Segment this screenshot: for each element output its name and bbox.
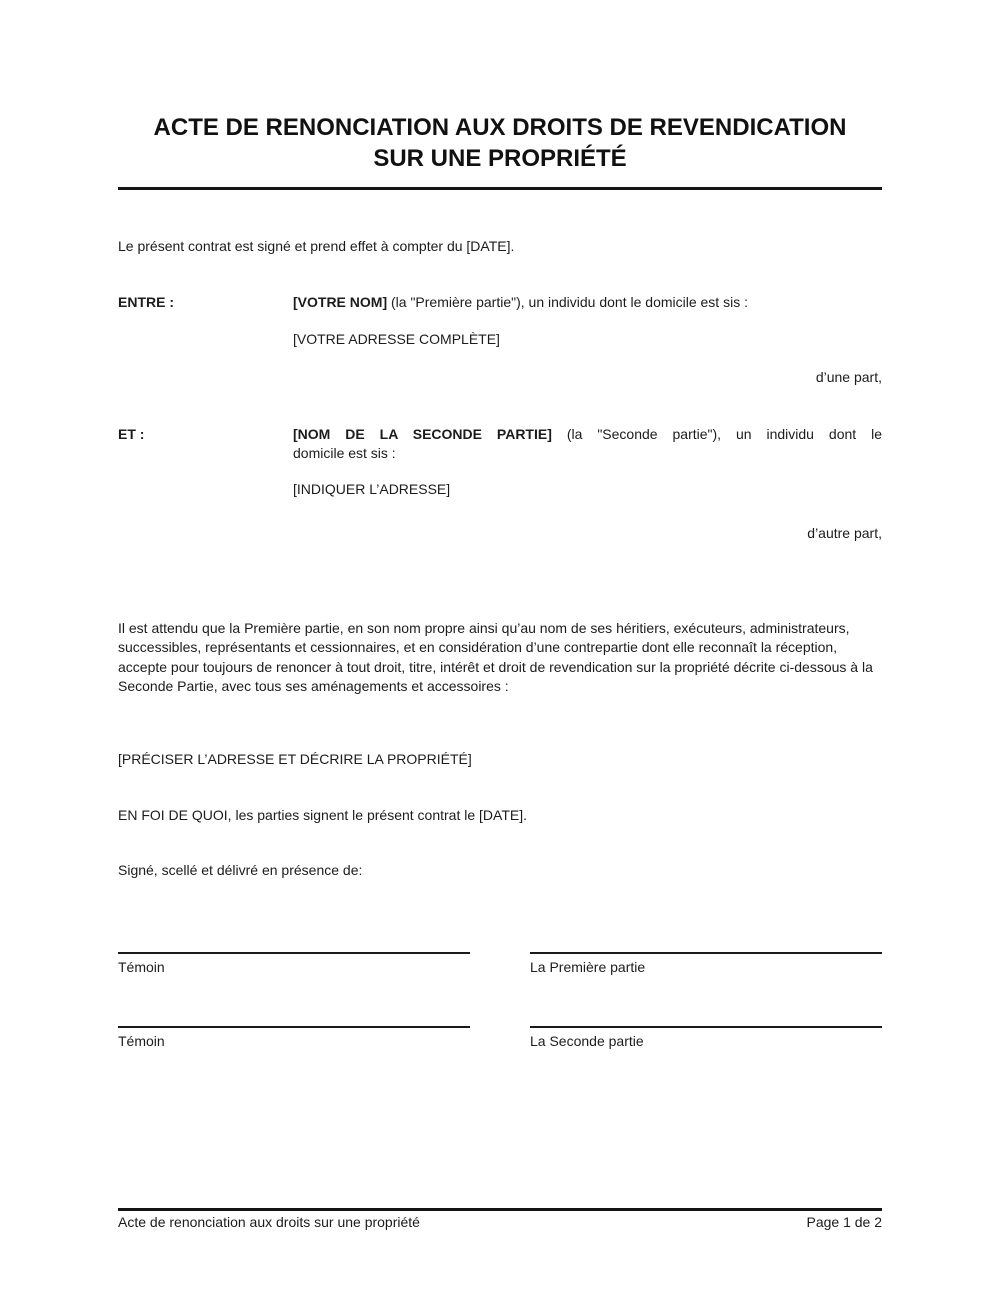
entre-paragraph xyxy=(293,293,882,312)
signature-line-first-party: La Première partie xyxy=(530,952,882,977)
footer-document-name: Acte de renonciation aux droits sur une propriété xyxy=(118,1214,420,1230)
entre-label: ENTRE : xyxy=(118,294,174,310)
footer-page-number: Page 1 de 2 xyxy=(806,1214,882,1230)
et-paragraph xyxy=(293,425,882,464)
entre-address-placeholder: [VOTRE ADRESSE COMPLÈTE] xyxy=(293,331,500,347)
et-description-rest: (la "Seconde partie"), un individu dont le xyxy=(551,426,882,442)
page-title-line1: ACTE DE RENONCIATION AUX DROITS DE REVENDICATION xyxy=(153,114,847,141)
page-footer xyxy=(118,1213,882,1232)
et-address-placeholder: [INDIQUER L’ADRESSE] xyxy=(293,481,451,497)
et-label: ET : xyxy=(118,426,145,442)
page-title-line2: SUR UNE PROPRIÉTÉ xyxy=(373,145,627,172)
presence-line: Signé, scellé et délivré en présence de: xyxy=(118,862,363,878)
signature-line-witness-1: Témoin xyxy=(118,952,470,977)
signature-line-witness-2: Témoin xyxy=(118,1026,470,1051)
et-name-placeholder: [NOM DE LA SECONDE PARTIE] xyxy=(293,426,552,442)
title-divider xyxy=(118,187,882,190)
et-description-line2: domicile est sis : xyxy=(293,445,396,462)
footer-divider xyxy=(118,1208,882,1211)
et-description-line1 xyxy=(293,425,882,444)
entre-description: (la "Première partie"), un individu dont le domicile est sis : xyxy=(387,294,748,310)
et-part-label: d’autre part, xyxy=(807,525,882,541)
entre-name-placeholder: [VOTRE NOM] xyxy=(293,294,388,310)
page-title xyxy=(118,112,882,174)
witness-clause: EN FOI DE QUOI, les parties signent le présent contrat le [DATE]. xyxy=(118,807,528,823)
intro-paragraph: Le présent contrat est signé et prend effet à compter du [DATE]. xyxy=(118,238,515,254)
recital-paragraph: Il est attendu que la Première partie, en son nom propre ainsi qu’au nom de ses héritiers, exécuteurs, administrateurs, successibles, représentants et cessionnaires, et en considération d’une contrepartie dont elle reconnaît la réception, accepte pour toujours de renoncer à tout droit, titre, intérêt et droit de revendication sur la propriété décrite ci-dessous à la Seconde Partie, avec tous ses aménagements et accessoires : xyxy=(118,620,873,694)
property-placeholder: [PRÉCISER L’ADRESSE ET DÉCRIRE LA PROPRIÉTÉ] xyxy=(118,751,472,767)
signature-line-second-party: La Seconde partie xyxy=(530,1026,882,1051)
entre-part-label: d’une part, xyxy=(815,369,882,385)
